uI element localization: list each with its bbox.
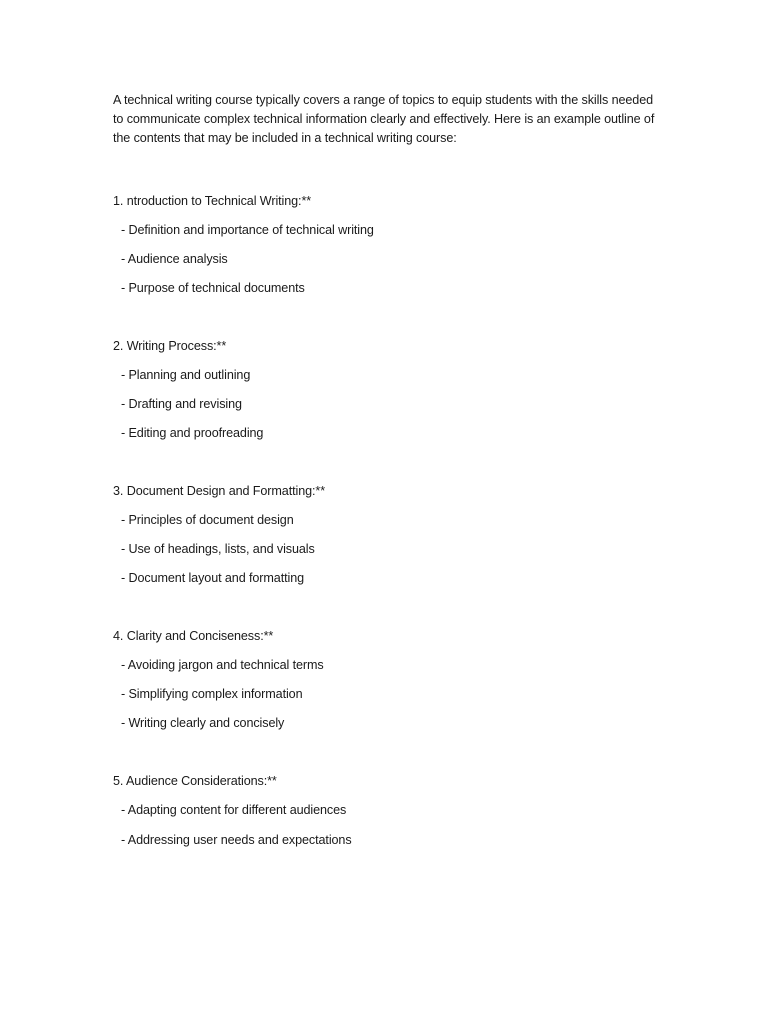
list-item: - Avoiding jargon and technical terms bbox=[121, 657, 324, 672]
list-item: - Purpose of technical documents bbox=[121, 280, 305, 295]
section-heading: 2. Writing Process:** bbox=[113, 338, 227, 353]
list-item: - Planning and outlining bbox=[121, 367, 251, 382]
section-items bbox=[113, 651, 658, 738]
section-writing-process bbox=[113, 332, 658, 448]
section-heading: 1. ntroduction to Technical Writing:** bbox=[113, 193, 312, 208]
list-item: - Editing and proofreading bbox=[121, 425, 264, 440]
section-heading: 3. Document Design and Formatting:** bbox=[113, 483, 326, 498]
list-item: - Simplifying complex information bbox=[121, 686, 303, 701]
document-body bbox=[113, 91, 658, 855]
section-audience bbox=[113, 767, 658, 855]
section-clarity bbox=[113, 622, 658, 738]
list-item: - Addressing user needs and expectations bbox=[121, 832, 352, 847]
section-items bbox=[113, 361, 658, 448]
list-item: - Drafting and revising bbox=[121, 396, 242, 411]
section-heading: 5. Audience Considerations:** bbox=[113, 773, 277, 788]
section-heading: 4. Clarity and Conciseness:** bbox=[113, 628, 274, 643]
list-item: - Adapting content for different audiences bbox=[121, 802, 347, 817]
list-item: - Definition and importance of technical writing bbox=[121, 222, 374, 237]
section-items bbox=[113, 796, 658, 855]
list-item: - Document layout and formatting bbox=[121, 570, 305, 585]
section-introduction bbox=[113, 187, 658, 303]
section-items bbox=[113, 216, 658, 303]
section-document-design bbox=[113, 477, 658, 593]
intro-paragraph: A technical writing course typically covers a range of topics to equip students with the skills needed to communicate complex technical information clearly and effectively. Here is an example outline of the contents that may be included in a technical writing course: bbox=[113, 93, 655, 146]
list-item: - Audience analysis bbox=[121, 251, 228, 266]
list-item: - Writing clearly and concisely bbox=[121, 715, 285, 730]
list-item: - Principles of document design bbox=[121, 512, 294, 527]
section-items bbox=[113, 506, 658, 593]
list-item: - Use of headings, lists, and visuals bbox=[121, 541, 315, 556]
